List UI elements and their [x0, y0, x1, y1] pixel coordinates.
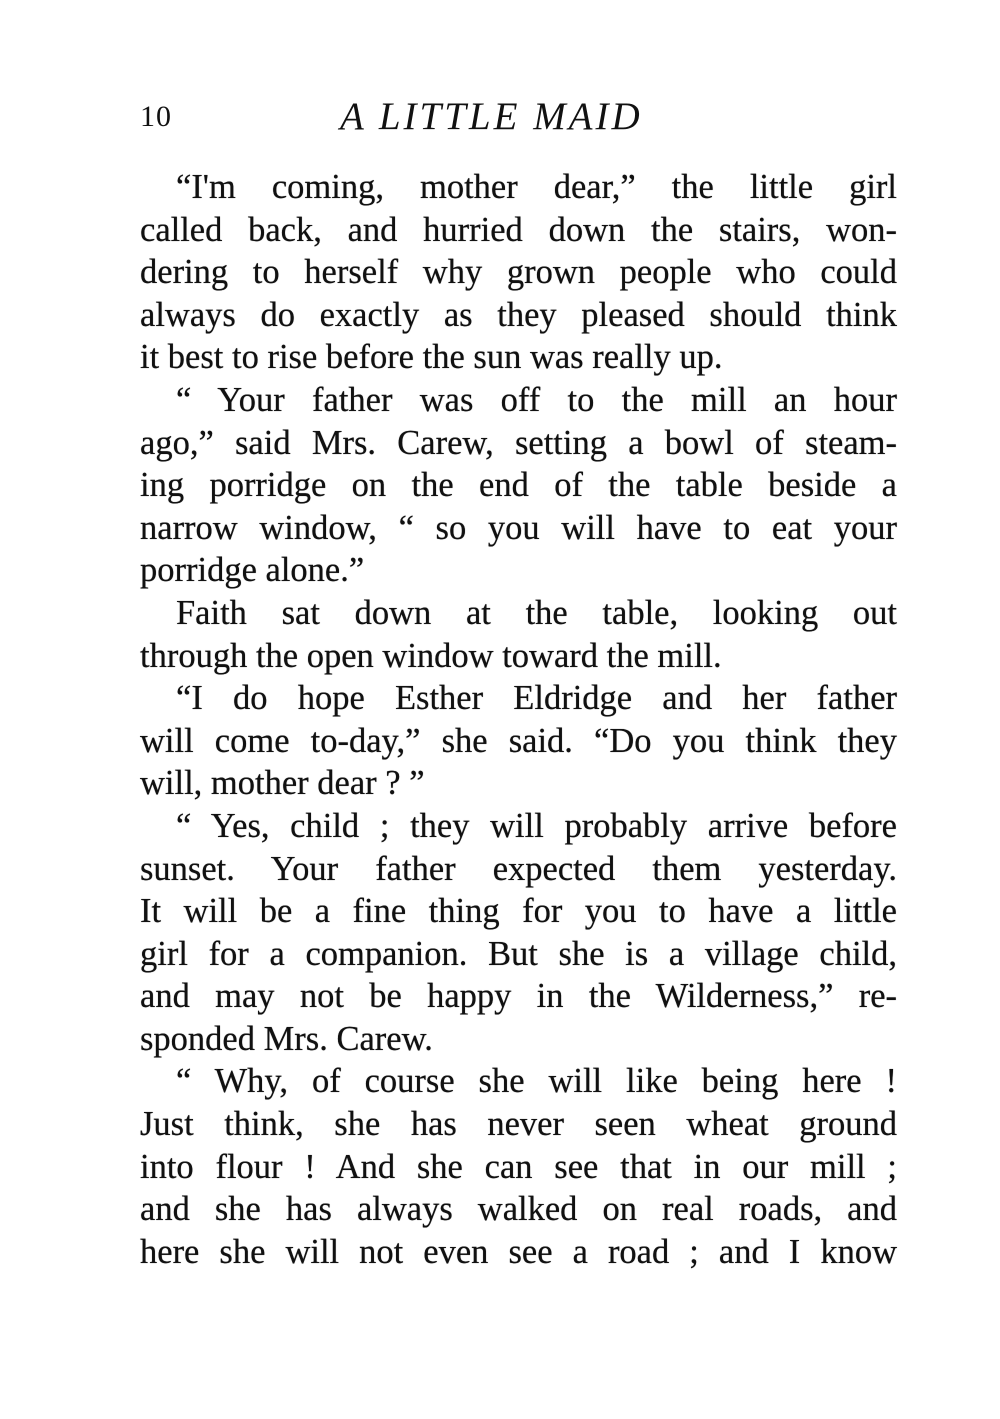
- running-header: [140, 94, 897, 144]
- text-line: dering to herself why grown people who could: [140, 253, 897, 292]
- text-line: through the open window toward the mill.: [140, 636, 722, 675]
- text-line: will, mother dear ? ”: [140, 764, 425, 803]
- text-line: “I do hope Esther Eldridge and her father: [176, 679, 897, 718]
- text-line: will come to-day,” she said. “Do you think they: [140, 721, 897, 760]
- page-body-text: [140, 166, 897, 1273]
- text-line: sponded Mrs. Carew.: [140, 1019, 433, 1058]
- text-line: and may not be happy in the Wilderness,” re-: [140, 977, 897, 1016]
- text-line: always do exactly as they pleased should think: [140, 295, 897, 334]
- text-line: into flour ! And she can see that in our mill ;: [140, 1147, 897, 1186]
- page-number: 10: [140, 100, 172, 133]
- text-line: girl for a companion. But she is a village child,: [140, 934, 897, 973]
- text-line: Just think, she has never seen wheat ground: [140, 1105, 897, 1144]
- text-line: “ Your father was off to the mill an hour: [176, 380, 897, 419]
- running-title: A LITTLE MAID: [340, 95, 643, 138]
- paragraph: [140, 677, 897, 805]
- text-line: ing porridge on the end of the table beside a: [140, 466, 897, 505]
- paragraph: [140, 166, 897, 379]
- paragraph: [140, 592, 897, 677]
- text-line: porridge alone.”: [140, 551, 365, 590]
- text-line: “ Why, of course she will like being here !: [176, 1062, 897, 1101]
- text-line: called back, and hurried down the stairs, won-: [140, 210, 897, 249]
- text-line: sunset. Your father expected them yesterday.: [140, 849, 897, 888]
- text-line: ago,” said Mrs. Carew, setting a bowl of steam-: [140, 423, 897, 462]
- text-line: narrow window, “ so you will have to eat your: [140, 508, 897, 547]
- text-line: it best to rise before the sun was really up.: [140, 338, 723, 377]
- text-line: here she will not even see a road ; and I know: [140, 1232, 897, 1271]
- paragraph: [140, 1060, 897, 1273]
- paragraph: [140, 379, 897, 592]
- text-line: “I'm coming, mother dear,” the little girl: [176, 168, 897, 206]
- paragraph: [140, 805, 897, 1061]
- text-line: and she has always walked on real roads, and: [140, 1190, 897, 1229]
- text-line: It will be a fine thing for you to have a little: [140, 892, 897, 931]
- text-line: Faith sat down at the table, looking out: [176, 593, 897, 632]
- text-line: “ Yes, child ; they will probably arrive before: [176, 806, 897, 845]
